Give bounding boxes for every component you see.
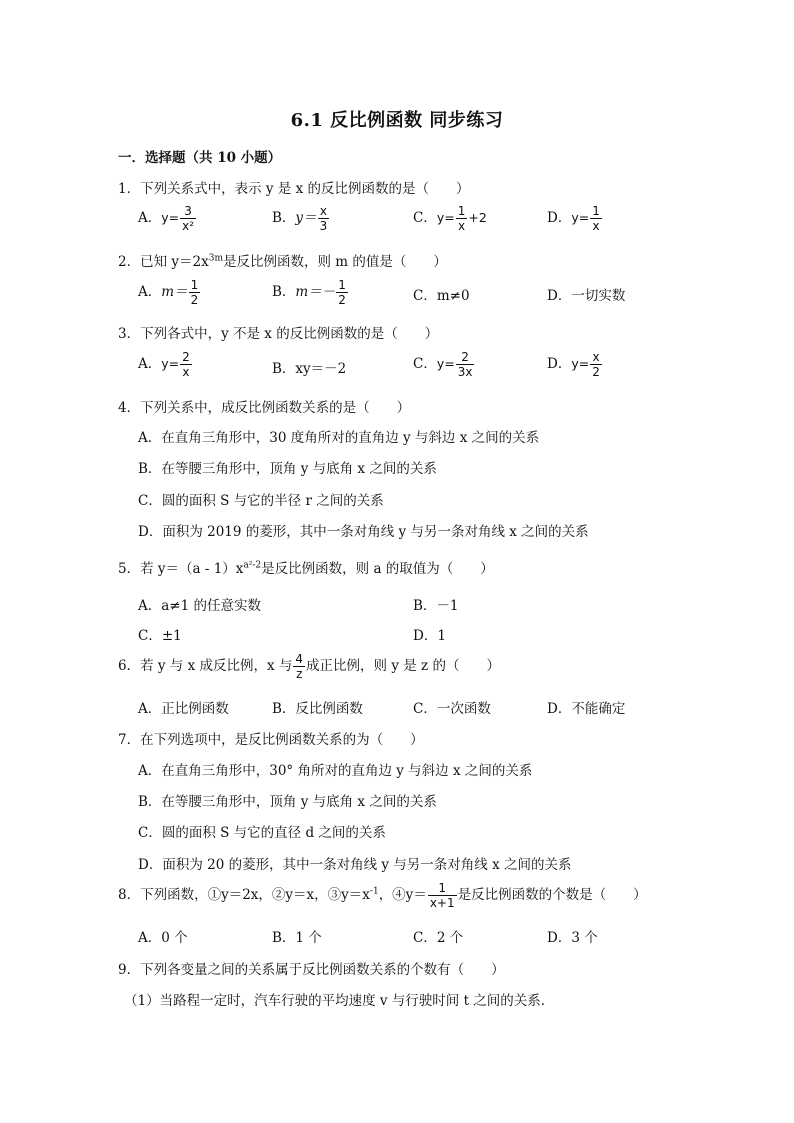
question-5-option-b: B．－1 [413, 598, 459, 614]
page-title: 6.1 反比例函数 同步练习 [290, 110, 504, 131]
question-3-option-b: B．xy＝－2 [272, 361, 347, 377]
question-5-option-c: C．±1 [138, 628, 182, 644]
question-8-option-c: C．2 个 [413, 930, 464, 946]
question-2-option-d: D．一切实数 [547, 288, 626, 304]
question-2-stem: 2．已知 $y=2x^{3m}$是反比例函数，则 m 的值是（ ） [118, 253, 447, 270]
question-7-option-b: B．在等腰三角形中，顶角 y 与底角 x 之间的关系 [138, 794, 437, 810]
question-8-stem: 8．下列函数，①y＝2x，②y＝x，$③y=x^{-1}$，④y＝ $\frac{1}{x+1}$ 是反比例函数的个数是（ ） [118, 881, 647, 910]
question-1-option-d: D．y= $\frac{1}{x}$ [547, 204, 600, 233]
question-2-option-a: A．m＝ $\frac{1}{2}$ [138, 278, 199, 307]
question-3-option-c: C．y= $\frac{2}{3x}$ [413, 350, 473, 379]
question-6-option-d: D．不能确定 [547, 701, 626, 717]
question-2-option-c: C．m≠0 [413, 288, 470, 304]
question-5-option-d: D．1 [413, 628, 446, 644]
question-6-option-a: A．正比例函数 [138, 701, 229, 717]
question-6-option-b: B．反比例函数 [272, 701, 363, 717]
question-6-stem: 6．若 y 与 x 成反比例，x 与 $\frac{4}{z}$ 成正比例，则 y 是 z 的（ ） [118, 652, 500, 681]
question-7-stem: 7．在下列选项中，是反比例函数关系的为（ ） [118, 732, 424, 748]
question-3-option-d: D．y= $\frac{x}{2}$ [547, 350, 600, 379]
question-7-option-c: C．圆的面积 S 与它的直径 d 之间的关系 [138, 825, 386, 841]
question-8-option-a: A．0 个 [138, 930, 188, 946]
question-8-option-d: D．3 个 [547, 930, 598, 946]
question-4-option-d: D．面积为 2019 的菱形，其中一条对角线 y 与另一条对角线 x 之间的关系 [138, 524, 589, 540]
question-1-option-b: B．y＝ $\frac{x}{3}$ [272, 204, 328, 233]
question-2-option-b: B．m＝－ $\frac{1}{2}$ [272, 278, 346, 307]
question-6-option-c: C．一次函数 [413, 701, 491, 717]
question-7-option-a: A．在直角三角形中，30° 角所对的直角边 y 与斜边 x 之间的关系 [138, 763, 533, 779]
question-1-stem: 1．下列关系式中，表示 y 是 x 的反比例函数的是（ ） [118, 181, 470, 197]
question-8-option-b: B．1 个 [272, 930, 322, 946]
question-9-stem: 9．下列各变量之间的关系属于反比例函数关系的个数有（ ） [118, 962, 505, 978]
question-1-option-c: C．y= $\frac{1}{x}$ +2 [413, 204, 487, 233]
question-4-option-c: C．圆的面积 S 与它的半径 r 之间的关系 [138, 493, 384, 509]
question-4-option-a: A．在直角三角形中，30 度角所对的直角边 y 与斜边 x 之间的关系 [138, 430, 540, 446]
question-7-option-d: D．面积为 20 的菱形，其中一条对角线 y 与另一条对角线 x 之间的关系 [138, 857, 572, 873]
question-5-stem: 5．若 $y=(a - 1)x^{a^2-2}$是反比例函数，则 a 的取值为（ ） [118, 560, 494, 577]
section-heading: 一．选择题（共 10 小题） [118, 150, 282, 166]
question-3-option-a: A．y= $\frac{2}{x}$ [138, 350, 190, 379]
question-1-option-a: A．y= $\frac{3}{\text{x²}}$ [138, 204, 195, 233]
question-3-stem: 3．下列各式中，y 不是 x 的反比例函数的是（ ） [118, 326, 439, 342]
question-4-stem: 4．下列关系中，成反比例函数关系的是（ ） [118, 400, 411, 416]
question-9-item-1: （1）当路程一定时，汽车行驶的平均速度 v 与行驶时间 t 之间的关系． [124, 993, 555, 1009]
question-4-option-b: B．在等腰三角形中，顶角 y 与底角 x 之间的关系 [138, 461, 437, 477]
question-5-option-a: A．a≠1 的任意实数 [138, 598, 261, 614]
